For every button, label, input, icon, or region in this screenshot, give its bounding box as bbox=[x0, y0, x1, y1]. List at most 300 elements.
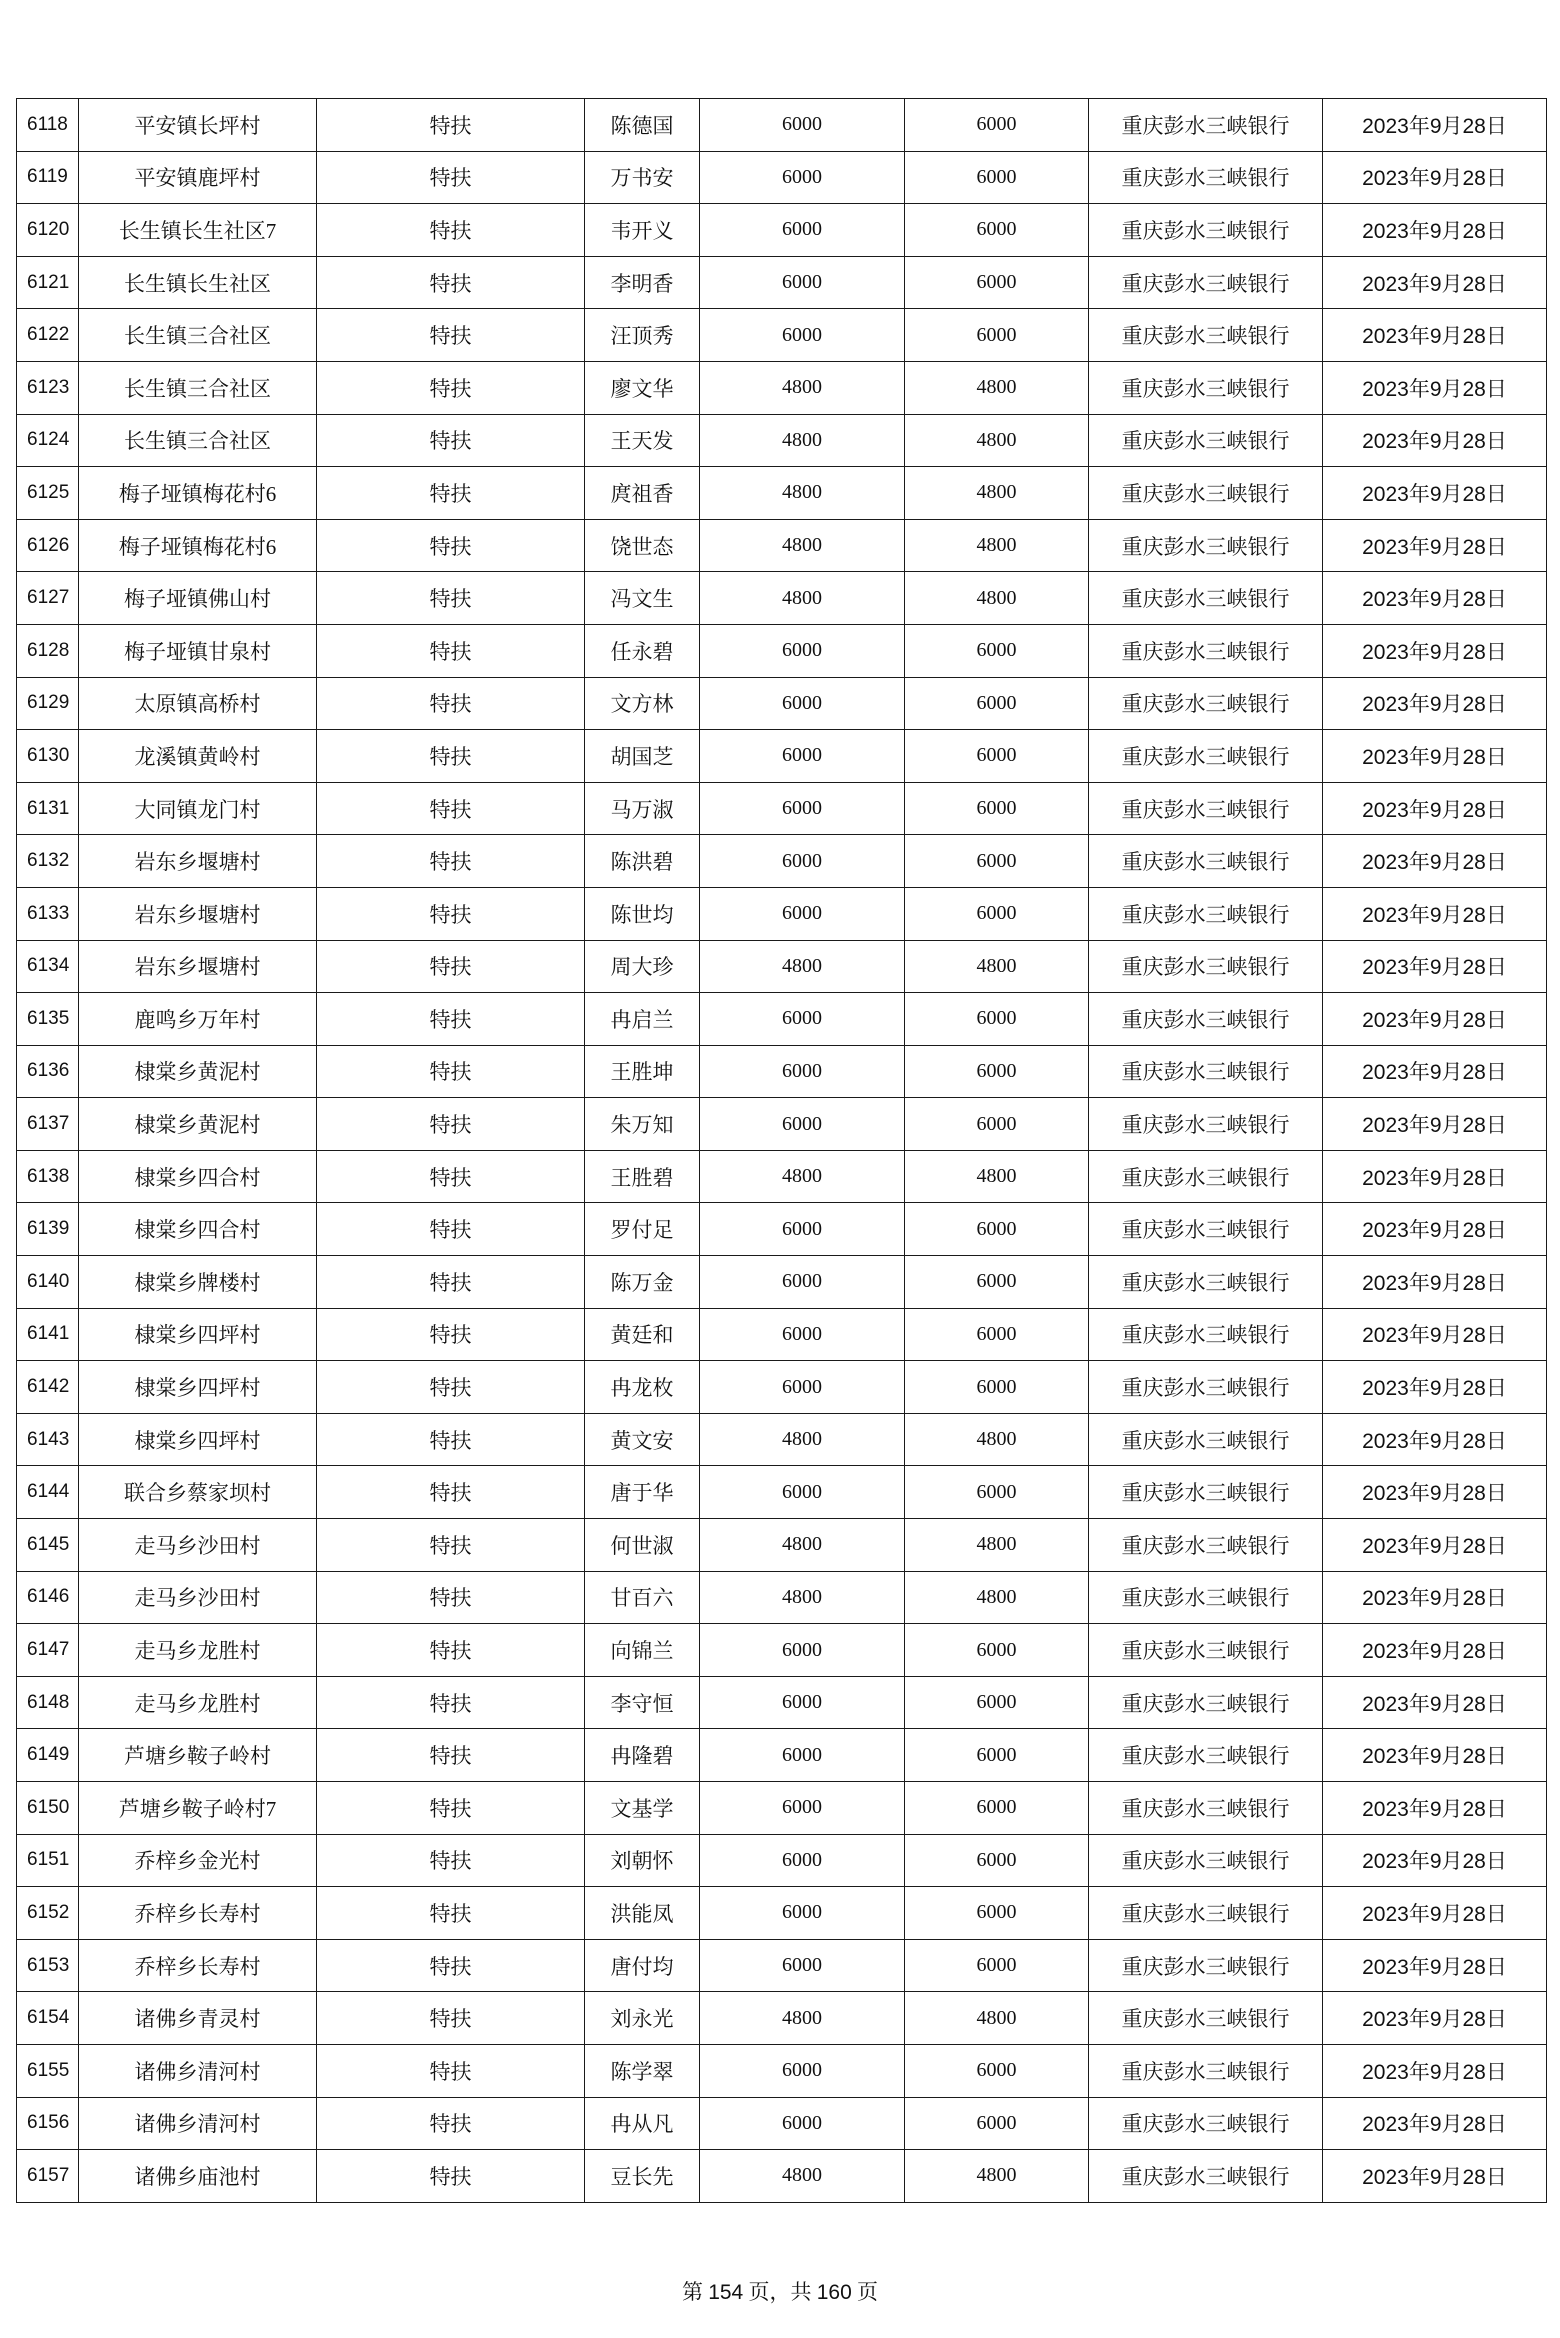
village-cell: 棣棠乡四坪村 bbox=[79, 1361, 317, 1414]
category-cell: 特扶 bbox=[317, 730, 585, 783]
category-cell: 特扶 bbox=[317, 1571, 585, 1624]
bank-cell: 重庆彭水三峡银行 bbox=[1089, 151, 1323, 204]
amount-paid-cell: 6000 bbox=[905, 1887, 1089, 1940]
amount-paid-cell: 4800 bbox=[905, 1413, 1089, 1466]
category-cell: 特扶 bbox=[317, 2097, 585, 2150]
amount-cell: 6000 bbox=[700, 1466, 905, 1519]
amount-cell: 6000 bbox=[700, 256, 905, 309]
category-cell: 特扶 bbox=[317, 1887, 585, 1940]
amount-paid-cell: 6000 bbox=[905, 835, 1089, 888]
date-cell: 2023年9月28日 bbox=[1323, 2150, 1547, 2203]
amount-cell: 4800 bbox=[700, 414, 905, 467]
table-row bbox=[17, 1203, 1547, 1256]
village-cell: 棣棠乡牌楼村 bbox=[79, 1256, 317, 1309]
table-row bbox=[17, 2150, 1547, 2203]
amount-cell: 6000 bbox=[700, 677, 905, 730]
row-number-cell: 6133 bbox=[17, 887, 79, 940]
village-cell: 梅子垭镇甘泉村 bbox=[79, 624, 317, 677]
amount-cell: 4800 bbox=[700, 2150, 905, 2203]
row-number-cell: 6156 bbox=[17, 2097, 79, 2150]
bank-cell: 重庆彭水三峡银行 bbox=[1089, 1676, 1323, 1729]
name-cell: 文方林 bbox=[585, 677, 700, 730]
row-number-cell: 6147 bbox=[17, 1624, 79, 1677]
date-cell: 2023年9月28日 bbox=[1323, 519, 1547, 572]
row-number-cell: 6136 bbox=[17, 1045, 79, 1098]
category-cell: 特扶 bbox=[317, 835, 585, 888]
amount-paid-cell: 6000 bbox=[905, 1676, 1089, 1729]
bank-cell: 重庆彭水三峡银行 bbox=[1089, 1992, 1323, 2045]
amount-paid-cell: 4800 bbox=[905, 1150, 1089, 1203]
date-cell: 2023年9月28日 bbox=[1323, 730, 1547, 783]
village-cell: 平安镇长坪村 bbox=[79, 99, 317, 152]
amount-paid-cell: 4800 bbox=[905, 361, 1089, 414]
row-number-cell: 6128 bbox=[17, 624, 79, 677]
table-row bbox=[17, 1150, 1547, 1203]
name-cell: 朱万知 bbox=[585, 1098, 700, 1151]
amount-paid-cell: 6000 bbox=[905, 256, 1089, 309]
village-cell: 走马乡沙田村 bbox=[79, 1519, 317, 1572]
village-cell: 鹿鸣乡万年村 bbox=[79, 993, 317, 1046]
amount-cell: 6000 bbox=[700, 730, 905, 783]
amount-paid-cell: 6000 bbox=[905, 1834, 1089, 1887]
row-number-cell: 6126 bbox=[17, 519, 79, 572]
row-number-cell: 6140 bbox=[17, 1256, 79, 1309]
table-row bbox=[17, 1887, 1547, 1940]
category-cell: 特扶 bbox=[317, 1098, 585, 1151]
bank-cell: 重庆彭水三峡银行 bbox=[1089, 1045, 1323, 1098]
amount-cell: 6000 bbox=[700, 1782, 905, 1835]
bank-cell: 重庆彭水三峡银行 bbox=[1089, 2150, 1323, 2203]
row-number-cell: 6154 bbox=[17, 1992, 79, 2045]
amount-cell: 4800 bbox=[700, 940, 905, 993]
date-cell: 2023年9月28日 bbox=[1323, 309, 1547, 362]
row-number-cell: 6149 bbox=[17, 1729, 79, 1782]
category-cell: 特扶 bbox=[317, 887, 585, 940]
row-number-cell: 6132 bbox=[17, 835, 79, 888]
footer-suffix: 页 bbox=[851, 2280, 879, 2304]
amount-cell: 6000 bbox=[700, 1939, 905, 1992]
name-cell: 何世淑 bbox=[585, 1519, 700, 1572]
amount-cell: 6000 bbox=[700, 835, 905, 888]
name-cell: 黄文安 bbox=[585, 1413, 700, 1466]
name-cell: 向锦兰 bbox=[585, 1624, 700, 1677]
row-number-cell: 6145 bbox=[17, 1519, 79, 1572]
table-row bbox=[17, 1361, 1547, 1414]
bank-cell: 重庆彭水三峡银行 bbox=[1089, 624, 1323, 677]
category-cell: 特扶 bbox=[317, 1203, 585, 1256]
bank-cell: 重庆彭水三峡银行 bbox=[1089, 1729, 1323, 1782]
row-number-cell: 6131 bbox=[17, 782, 79, 835]
bank-cell: 重庆彭水三峡银行 bbox=[1089, 993, 1323, 1046]
bank-cell: 重庆彭水三峡银行 bbox=[1089, 730, 1323, 783]
amount-cell: 6000 bbox=[700, 1676, 905, 1729]
bank-cell: 重庆彭水三峡银行 bbox=[1089, 1466, 1323, 1519]
village-cell: 平安镇鹿坪村 bbox=[79, 151, 317, 204]
category-cell: 特扶 bbox=[317, 1729, 585, 1782]
date-cell: 2023年9月28日 bbox=[1323, 1256, 1547, 1309]
date-cell: 2023年9月28日 bbox=[1323, 1782, 1547, 1835]
name-cell: 甘百六 bbox=[585, 1571, 700, 1624]
village-cell: 乔梓乡长寿村 bbox=[79, 1887, 317, 1940]
category-cell: 特扶 bbox=[317, 572, 585, 625]
amount-paid-cell: 6000 bbox=[905, 624, 1089, 677]
bank-cell: 重庆彭水三峡银行 bbox=[1089, 887, 1323, 940]
name-cell: 汪顶秀 bbox=[585, 309, 700, 362]
table-row bbox=[17, 887, 1547, 940]
category-cell: 特扶 bbox=[317, 1361, 585, 1414]
category-cell: 特扶 bbox=[317, 1834, 585, 1887]
village-cell: 长生镇三合社区 bbox=[79, 309, 317, 362]
bank-cell: 重庆彭水三峡银行 bbox=[1089, 2044, 1323, 2097]
date-cell: 2023年9月28日 bbox=[1323, 204, 1547, 257]
date-cell: 2023年9月28日 bbox=[1323, 624, 1547, 677]
village-cell: 长生镇三合社区 bbox=[79, 414, 317, 467]
name-cell: 王胜碧 bbox=[585, 1150, 700, 1203]
village-cell: 长生镇长生社区 bbox=[79, 256, 317, 309]
bank-cell: 重庆彭水三峡银行 bbox=[1089, 940, 1323, 993]
amount-paid-cell: 6000 bbox=[905, 1045, 1089, 1098]
village-cell: 长生镇三合社区 bbox=[79, 361, 317, 414]
bank-cell: 重庆彭水三峡银行 bbox=[1089, 1939, 1323, 1992]
category-cell: 特扶 bbox=[317, 1676, 585, 1729]
amount-cell: 6000 bbox=[700, 993, 905, 1046]
amount-paid-cell: 4800 bbox=[905, 2150, 1089, 2203]
date-cell: 2023年9月28日 bbox=[1323, 677, 1547, 730]
bank-cell: 重庆彭水三峡银行 bbox=[1089, 414, 1323, 467]
amount-cell: 6000 bbox=[700, 2097, 905, 2150]
name-cell: 黄廷和 bbox=[585, 1308, 700, 1361]
date-cell: 2023年9月28日 bbox=[1323, 2044, 1547, 2097]
row-number-cell: 6146 bbox=[17, 1571, 79, 1624]
table-row bbox=[17, 572, 1547, 625]
category-cell: 特扶 bbox=[317, 361, 585, 414]
row-number-cell: 6134 bbox=[17, 940, 79, 993]
page-footer bbox=[0, 2276, 1560, 2306]
amount-cell: 6000 bbox=[700, 1729, 905, 1782]
bank-cell: 重庆彭水三峡银行 bbox=[1089, 256, 1323, 309]
date-cell: 2023年9月28日 bbox=[1323, 782, 1547, 835]
table-row bbox=[17, 993, 1547, 1046]
table-row bbox=[17, 519, 1547, 572]
row-number-cell: 6139 bbox=[17, 1203, 79, 1256]
row-number-cell: 6138 bbox=[17, 1150, 79, 1203]
village-cell: 芦塘乡鞍子岭村 bbox=[79, 1729, 317, 1782]
name-cell: 唐于华 bbox=[585, 1466, 700, 1519]
village-cell: 棣棠乡四坪村 bbox=[79, 1308, 317, 1361]
name-cell: 万书安 bbox=[585, 151, 700, 204]
category-cell: 特扶 bbox=[317, 1413, 585, 1466]
date-cell: 2023年9月28日 bbox=[1323, 1045, 1547, 1098]
table-row bbox=[17, 204, 1547, 257]
amount-paid-cell: 6000 bbox=[905, 99, 1089, 152]
category-cell: 特扶 bbox=[317, 940, 585, 993]
name-cell: 陈德国 bbox=[585, 99, 700, 152]
name-cell: 王天发 bbox=[585, 414, 700, 467]
row-number-cell: 6142 bbox=[17, 1361, 79, 1414]
bank-cell: 重庆彭水三峡银行 bbox=[1089, 1834, 1323, 1887]
category-cell: 特扶 bbox=[317, 2044, 585, 2097]
name-cell: 胡国芝 bbox=[585, 730, 700, 783]
amount-cell: 4800 bbox=[700, 1150, 905, 1203]
category-cell: 特扶 bbox=[317, 782, 585, 835]
table-row bbox=[17, 99, 1547, 152]
row-number-cell: 6150 bbox=[17, 1782, 79, 1835]
total-page-number: 160 bbox=[816, 2281, 852, 2304]
table-row bbox=[17, 1624, 1547, 1677]
row-number-cell: 6144 bbox=[17, 1466, 79, 1519]
name-cell: 庹祖香 bbox=[585, 467, 700, 520]
name-cell: 豆长先 bbox=[585, 2150, 700, 2203]
table-row bbox=[17, 940, 1547, 993]
table-row bbox=[17, 677, 1547, 730]
category-cell: 特扶 bbox=[317, 1466, 585, 1519]
amount-paid-cell: 6000 bbox=[905, 993, 1089, 1046]
category-cell: 特扶 bbox=[317, 151, 585, 204]
date-cell: 2023年9月28日 bbox=[1323, 1361, 1547, 1414]
amount-paid-cell: 4800 bbox=[905, 519, 1089, 572]
village-cell: 龙溪镇黄岭村 bbox=[79, 730, 317, 783]
date-cell: 2023年9月28日 bbox=[1323, 1413, 1547, 1466]
row-number-cell: 6123 bbox=[17, 361, 79, 414]
village-cell: 大同镇龙门村 bbox=[79, 782, 317, 835]
date-cell: 2023年9月28日 bbox=[1323, 2097, 1547, 2150]
table-row bbox=[17, 309, 1547, 362]
table-row bbox=[17, 624, 1547, 677]
name-cell: 周大珍 bbox=[585, 940, 700, 993]
table-row bbox=[17, 1308, 1547, 1361]
amount-paid-cell: 6000 bbox=[905, 1782, 1089, 1835]
date-cell: 2023年9月28日 bbox=[1323, 1203, 1547, 1256]
bank-cell: 重庆彭水三峡银行 bbox=[1089, 782, 1323, 835]
name-cell: 罗付足 bbox=[585, 1203, 700, 1256]
bank-cell: 重庆彭水三峡银行 bbox=[1089, 361, 1323, 414]
village-cell: 岩东乡堰塘村 bbox=[79, 887, 317, 940]
name-cell: 任永碧 bbox=[585, 624, 700, 677]
village-cell: 诸佛乡清河村 bbox=[79, 2044, 317, 2097]
amount-cell: 4800 bbox=[700, 1571, 905, 1624]
bank-cell: 重庆彭水三峡银行 bbox=[1089, 309, 1323, 362]
table-row bbox=[17, 1413, 1547, 1466]
bank-cell: 重庆彭水三峡银行 bbox=[1089, 1203, 1323, 1256]
category-cell: 特扶 bbox=[317, 1519, 585, 1572]
row-number-cell: 6127 bbox=[17, 572, 79, 625]
village-cell: 棣棠乡黄泥村 bbox=[79, 1098, 317, 1151]
amount-paid-cell: 4800 bbox=[905, 1519, 1089, 1572]
amount-cell: 6000 bbox=[700, 1834, 905, 1887]
category-cell: 特扶 bbox=[317, 1939, 585, 1992]
name-cell: 文基学 bbox=[585, 1782, 700, 1835]
date-cell: 2023年9月28日 bbox=[1323, 572, 1547, 625]
table-row bbox=[17, 1519, 1547, 1572]
row-number-cell: 6153 bbox=[17, 1939, 79, 1992]
category-cell: 特扶 bbox=[317, 99, 585, 152]
village-cell: 走马乡沙田村 bbox=[79, 1571, 317, 1624]
amount-cell: 6000 bbox=[700, 1308, 905, 1361]
bank-cell: 重庆彭水三峡银行 bbox=[1089, 677, 1323, 730]
category-cell: 特扶 bbox=[317, 1256, 585, 1309]
amount-paid-cell: 4800 bbox=[905, 1992, 1089, 2045]
amount-paid-cell: 4800 bbox=[905, 940, 1089, 993]
village-cell: 棣棠乡黄泥村 bbox=[79, 1045, 317, 1098]
name-cell: 王胜坤 bbox=[585, 1045, 700, 1098]
name-cell: 刘朝怀 bbox=[585, 1834, 700, 1887]
row-number-cell: 6125 bbox=[17, 467, 79, 520]
name-cell: 韦开义 bbox=[585, 204, 700, 257]
bank-cell: 重庆彭水三峡银行 bbox=[1089, 1782, 1323, 1835]
date-cell: 2023年9月28日 bbox=[1323, 993, 1547, 1046]
table-row bbox=[17, 1466, 1547, 1519]
village-cell: 乔梓乡长寿村 bbox=[79, 1939, 317, 1992]
amount-paid-cell: 6000 bbox=[905, 887, 1089, 940]
amount-cell: 6000 bbox=[700, 2044, 905, 2097]
village-cell: 梅子垭镇佛山村 bbox=[79, 572, 317, 625]
village-cell: 太原镇高桥村 bbox=[79, 677, 317, 730]
amount-cell: 6000 bbox=[700, 887, 905, 940]
table-row bbox=[17, 256, 1547, 309]
row-number-cell: 6151 bbox=[17, 1834, 79, 1887]
table-row bbox=[17, 151, 1547, 204]
name-cell: 廖文华 bbox=[585, 361, 700, 414]
row-number-cell: 6135 bbox=[17, 993, 79, 1046]
name-cell: 冯文生 bbox=[585, 572, 700, 625]
name-cell: 刘永光 bbox=[585, 1992, 700, 2045]
amount-cell: 4800 bbox=[700, 1519, 905, 1572]
table-row bbox=[17, 1098, 1547, 1151]
name-cell: 陈洪碧 bbox=[585, 835, 700, 888]
category-cell: 特扶 bbox=[317, 2150, 585, 2203]
village-cell: 走马乡龙胜村 bbox=[79, 1676, 317, 1729]
bank-cell: 重庆彭水三峡银行 bbox=[1089, 1256, 1323, 1309]
table-row bbox=[17, 1571, 1547, 1624]
amount-paid-cell: 6000 bbox=[905, 1729, 1089, 1782]
table-row bbox=[17, 414, 1547, 467]
bank-cell: 重庆彭水三峡银行 bbox=[1089, 835, 1323, 888]
amount-cell: 6000 bbox=[700, 1098, 905, 1151]
date-cell: 2023年9月28日 bbox=[1323, 1624, 1547, 1677]
name-cell: 冉龙枚 bbox=[585, 1361, 700, 1414]
date-cell: 2023年9月28日 bbox=[1323, 1939, 1547, 1992]
row-number-cell: 6130 bbox=[17, 730, 79, 783]
village-cell: 岩东乡堰塘村 bbox=[79, 835, 317, 888]
amount-cell: 6000 bbox=[700, 204, 905, 257]
table-row bbox=[17, 1782, 1547, 1835]
table-row bbox=[17, 1676, 1547, 1729]
amount-cell: 6000 bbox=[700, 1624, 905, 1677]
village-cell: 诸佛乡青灵村 bbox=[79, 1992, 317, 2045]
row-number-cell: 6157 bbox=[17, 2150, 79, 2203]
amount-cell: 6000 bbox=[700, 1203, 905, 1256]
row-number-cell: 6120 bbox=[17, 204, 79, 257]
row-number-cell: 6143 bbox=[17, 1413, 79, 1466]
row-number-cell: 6148 bbox=[17, 1676, 79, 1729]
name-cell: 陈世均 bbox=[585, 887, 700, 940]
village-cell: 走马乡龙胜村 bbox=[79, 1624, 317, 1677]
amount-paid-cell: 4800 bbox=[905, 572, 1089, 625]
footer-prefix: 第 bbox=[681, 2280, 709, 2304]
payment-table bbox=[16, 98, 1547, 2203]
village-cell: 棣棠乡四坪村 bbox=[79, 1413, 317, 1466]
date-cell: 2023年9月28日 bbox=[1323, 1098, 1547, 1151]
date-cell: 2023年9月28日 bbox=[1323, 361, 1547, 414]
village-cell: 岩东乡堰塘村 bbox=[79, 940, 317, 993]
bank-cell: 重庆彭水三峡银行 bbox=[1089, 1624, 1323, 1677]
name-cell: 李守恒 bbox=[585, 1676, 700, 1729]
amount-cell: 6000 bbox=[700, 1045, 905, 1098]
amount-paid-cell: 6000 bbox=[905, 1624, 1089, 1677]
row-number-cell: 6129 bbox=[17, 677, 79, 730]
current-page-number: 154 bbox=[708, 2281, 744, 2304]
category-cell: 特扶 bbox=[317, 309, 585, 362]
date-cell: 2023年9月28日 bbox=[1323, 940, 1547, 993]
amount-paid-cell: 6000 bbox=[905, 1466, 1089, 1519]
amount-paid-cell: 4800 bbox=[905, 414, 1089, 467]
amount-paid-cell: 6000 bbox=[905, 204, 1089, 257]
amount-paid-cell: 6000 bbox=[905, 309, 1089, 362]
table-row bbox=[17, 1939, 1547, 1992]
row-number-cell: 6122 bbox=[17, 309, 79, 362]
bank-cell: 重庆彭水三峡银行 bbox=[1089, 1571, 1323, 1624]
name-cell: 唐付均 bbox=[585, 1939, 700, 1992]
row-number-cell: 6121 bbox=[17, 256, 79, 309]
amount-cell: 4800 bbox=[700, 1992, 905, 2045]
table-row bbox=[17, 361, 1547, 414]
amount-paid-cell: 6000 bbox=[905, 782, 1089, 835]
village-cell: 梅子垭镇梅花村6 bbox=[79, 519, 317, 572]
bank-cell: 重庆彭水三峡银行 bbox=[1089, 1887, 1323, 1940]
category-cell: 特扶 bbox=[317, 519, 585, 572]
table-row bbox=[17, 467, 1547, 520]
date-cell: 2023年9月28日 bbox=[1323, 1992, 1547, 2045]
village-cell: 棣棠乡四合村 bbox=[79, 1203, 317, 1256]
amount-paid-cell: 6000 bbox=[905, 1098, 1089, 1151]
category-cell: 特扶 bbox=[317, 1150, 585, 1203]
bank-cell: 重庆彭水三峡银行 bbox=[1089, 99, 1323, 152]
amount-cell: 6000 bbox=[700, 99, 905, 152]
date-cell: 2023年9月28日 bbox=[1323, 887, 1547, 940]
row-number-cell: 6119 bbox=[17, 151, 79, 204]
amount-paid-cell: 6000 bbox=[905, 1203, 1089, 1256]
village-cell: 诸佛乡庙池村 bbox=[79, 2150, 317, 2203]
category-cell: 特扶 bbox=[317, 677, 585, 730]
category-cell: 特扶 bbox=[317, 467, 585, 520]
village-cell: 联合乡蔡家坝村 bbox=[79, 1466, 317, 1519]
amount-paid-cell: 6000 bbox=[905, 2097, 1089, 2150]
row-number-cell: 6118 bbox=[17, 99, 79, 152]
amount-paid-cell: 6000 bbox=[905, 2044, 1089, 2097]
date-cell: 2023年9月28日 bbox=[1323, 467, 1547, 520]
table-row bbox=[17, 1729, 1547, 1782]
village-cell: 芦塘乡鞍子岭村7 bbox=[79, 1782, 317, 1835]
name-cell: 冉隆碧 bbox=[585, 1729, 700, 1782]
village-cell: 诸佛乡清河村 bbox=[79, 2097, 317, 2150]
category-cell: 特扶 bbox=[317, 414, 585, 467]
table-row bbox=[17, 1992, 1547, 2045]
category-cell: 特扶 bbox=[317, 256, 585, 309]
name-cell: 陈万金 bbox=[585, 1256, 700, 1309]
amount-paid-cell: 6000 bbox=[905, 730, 1089, 783]
village-cell: 棣棠乡四合村 bbox=[79, 1150, 317, 1203]
table-row bbox=[17, 1045, 1547, 1098]
name-cell: 马万淑 bbox=[585, 782, 700, 835]
date-cell: 2023年9月28日 bbox=[1323, 1466, 1547, 1519]
table-row bbox=[17, 782, 1547, 835]
amount-cell: 4800 bbox=[700, 572, 905, 625]
bank-cell: 重庆彭水三峡银行 bbox=[1089, 204, 1323, 257]
category-cell: 特扶 bbox=[317, 1782, 585, 1835]
amount-paid-cell: 4800 bbox=[905, 467, 1089, 520]
name-cell: 洪能凤 bbox=[585, 1887, 700, 1940]
bank-cell: 重庆彭水三峡银行 bbox=[1089, 1361, 1323, 1414]
